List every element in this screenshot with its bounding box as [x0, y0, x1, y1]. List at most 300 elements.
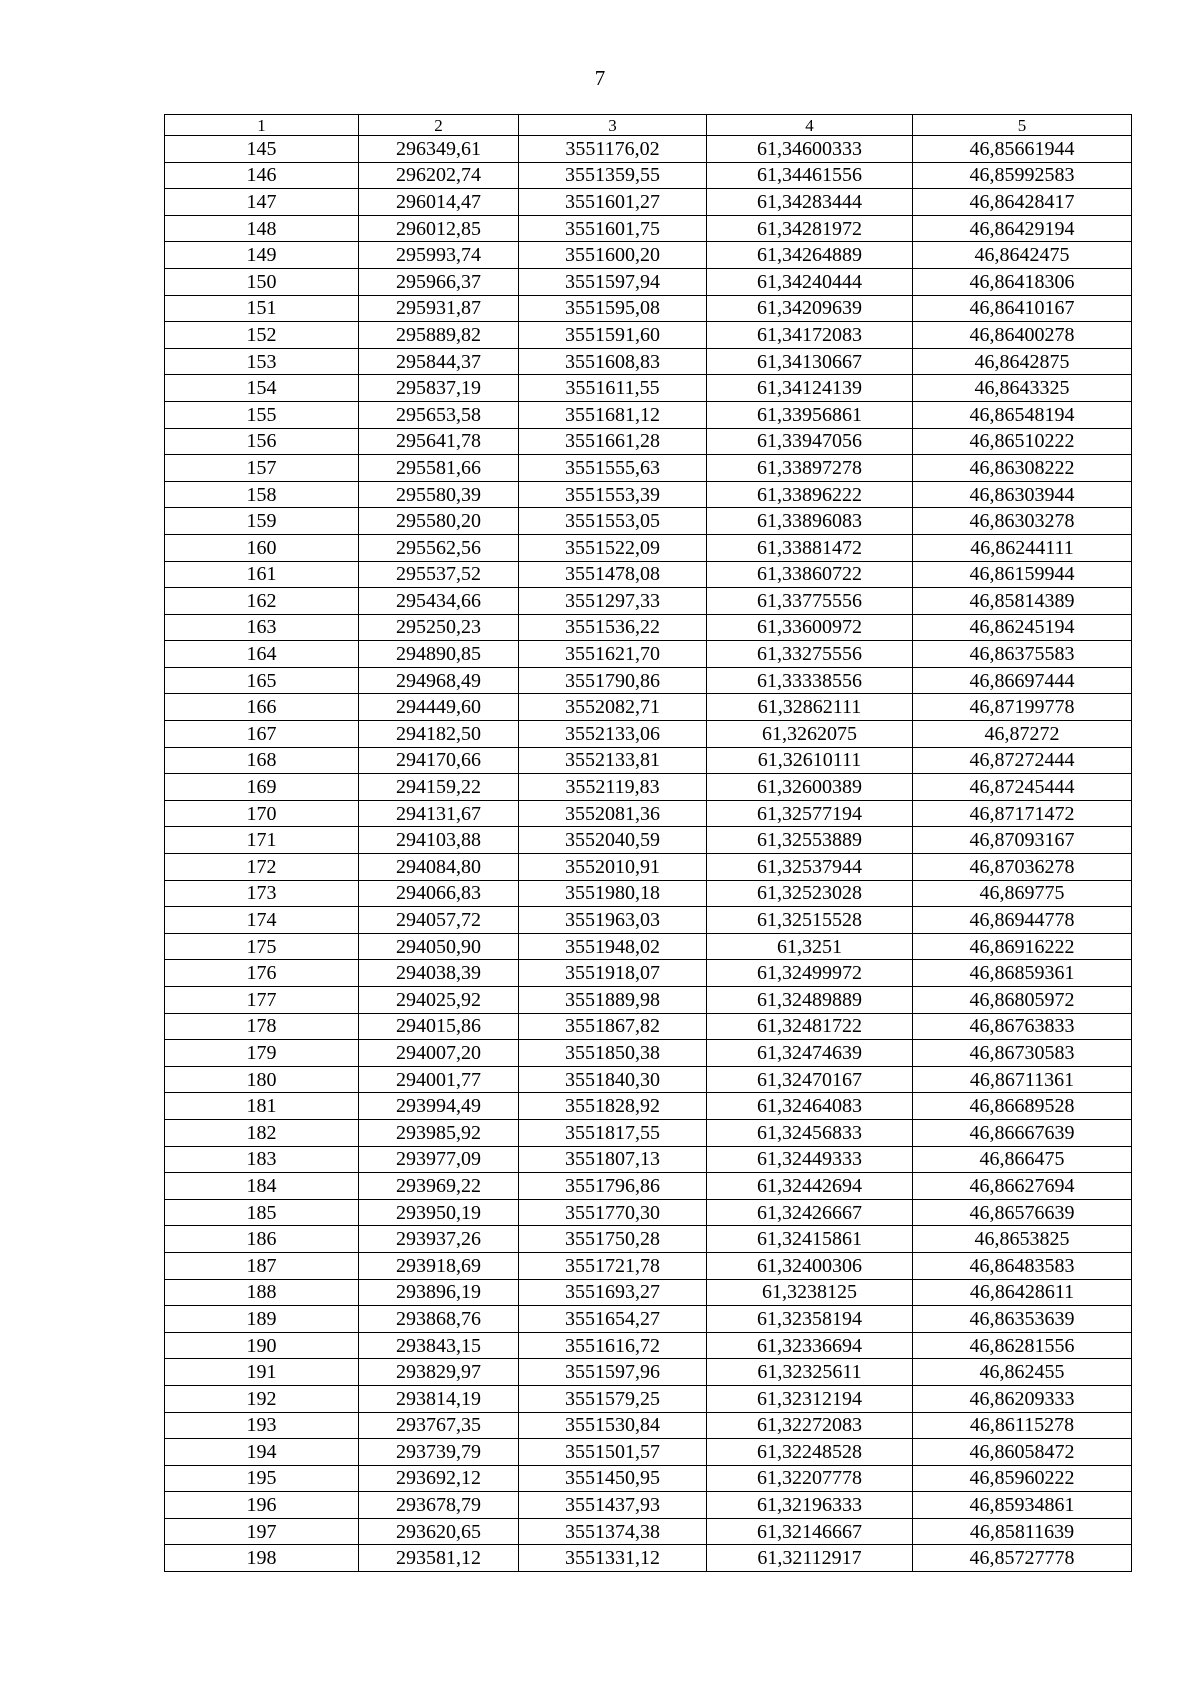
table-row [165, 1279, 1132, 1306]
table-cell-col-3: 3551817,55 [519, 1119, 707, 1146]
table-cell-col-5: 46,8642475 [913, 242, 1132, 269]
table-cell-col-1: 189 [165, 1306, 359, 1333]
table-cell-col-3: 3551621,70 [519, 641, 707, 668]
table-cell-col-4: 61,32600389 [707, 774, 913, 801]
table-cell-col-4: 61,32336694 [707, 1332, 913, 1359]
table-cell-col-5: 46,87171472 [913, 800, 1132, 827]
table-cell-col-1: 187 [165, 1252, 359, 1279]
table-cell-col-4: 61,33947056 [707, 428, 913, 455]
table-cell-col-3: 3551681,12 [519, 401, 707, 428]
table-cell-col-4: 61,32426667 [707, 1199, 913, 1226]
table-cell-col-1: 159 [165, 508, 359, 535]
table-cell-col-5: 46,8643325 [913, 375, 1132, 402]
table-cell-col-5: 46,86689528 [913, 1093, 1132, 1120]
table-cell-col-3: 3551297,33 [519, 588, 707, 615]
table-cell-col-5: 46,86410167 [913, 295, 1132, 322]
table-cell-col-3: 3551553,39 [519, 481, 707, 508]
table-cell-col-1: 191 [165, 1359, 359, 1386]
table-cell-col-4: 61,32112917 [707, 1545, 913, 1572]
table-cell-col-5: 46,86697444 [913, 667, 1132, 694]
table-cell-col-3: 3552119,83 [519, 774, 707, 801]
table-cell-col-4: 61,32248528 [707, 1439, 913, 1466]
table-cell-col-4: 61,32515528 [707, 907, 913, 934]
table-cell-col-2: 293692,12 [359, 1465, 519, 1492]
table-row [165, 1173, 1132, 1200]
table-row [165, 1439, 1132, 1466]
table-cell-col-1: 192 [165, 1385, 359, 1412]
table-cell-col-2: 295580,39 [359, 481, 519, 508]
table-row [165, 481, 1132, 508]
table-cell-col-2: 293994,49 [359, 1093, 519, 1120]
table-cell-col-4: 61,32207778 [707, 1465, 913, 1492]
table-cell-col-5: 46,86375583 [913, 641, 1132, 668]
table-cell-col-4: 61,34172083 [707, 322, 913, 349]
table-row [165, 534, 1132, 561]
table-cell-col-5: 46,87199778 [913, 694, 1132, 721]
table-cell-col-5: 46,87036278 [913, 854, 1132, 881]
table-cell-col-2: 293620,65 [359, 1518, 519, 1545]
table-cell-col-5: 46,869775 [913, 880, 1132, 907]
table-cell-col-1: 156 [165, 428, 359, 455]
table-cell-col-1: 150 [165, 268, 359, 295]
table-cell-col-2: 294131,67 [359, 800, 519, 827]
table-cell-col-1: 183 [165, 1146, 359, 1173]
table-cell-col-2: 293739,79 [359, 1439, 519, 1466]
table-cell-col-3: 3551374,38 [519, 1518, 707, 1545]
table-cell-col-5: 46,86353639 [913, 1306, 1132, 1333]
table-row [165, 667, 1132, 694]
table-cell-col-1: 153 [165, 348, 359, 375]
table-row [165, 1306, 1132, 1333]
table-row [165, 854, 1132, 881]
table-cell-col-2: 295537,52 [359, 561, 519, 588]
table-cell-col-3: 3551661,28 [519, 428, 707, 455]
table-cell-col-2: 293829,97 [359, 1359, 519, 1386]
table-cell-col-5: 46,86429194 [913, 215, 1132, 242]
table-cell-col-1: 194 [165, 1439, 359, 1466]
table-cell-col-5: 46,86548194 [913, 401, 1132, 428]
table-cell-col-3: 3551553,05 [519, 508, 707, 535]
table-cell-col-1: 175 [165, 933, 359, 960]
column-header-5: 5 [913, 115, 1132, 136]
table-cell-col-3: 3551597,96 [519, 1359, 707, 1386]
table-row [165, 641, 1132, 668]
table-cell-col-5: 46,86303278 [913, 508, 1132, 535]
page-number: 7 [594, 66, 606, 90]
table-cell-col-5: 46,86308222 [913, 455, 1132, 482]
column-header-2: 2 [359, 115, 519, 136]
table-cell-col-2: 295966,37 [359, 268, 519, 295]
table-cell-col-4: 61,33275556 [707, 641, 913, 668]
table-cell-col-2: 294968,49 [359, 667, 519, 694]
table-cell-col-1: 188 [165, 1279, 359, 1306]
table-cell-col-5: 46,86805972 [913, 987, 1132, 1014]
table-cell-col-2: 293814,19 [359, 1385, 519, 1412]
table-row [165, 561, 1132, 588]
table-cell-col-2: 294103,88 [359, 827, 519, 854]
table-cell-col-1: 186 [165, 1226, 359, 1253]
table-cell-col-2: 295889,82 [359, 322, 519, 349]
table-cell-col-3: 3551918,07 [519, 960, 707, 987]
table-cell-col-1: 173 [165, 880, 359, 907]
table-cell-col-2: 295993,74 [359, 242, 519, 269]
table-cell-col-1: 151 [165, 295, 359, 322]
table-row [165, 268, 1132, 295]
table-cell-col-4: 61,33881472 [707, 534, 913, 561]
table-cell-col-4: 61,32470167 [707, 1066, 913, 1093]
table-cell-col-3: 3551176,02 [519, 136, 707, 163]
table-cell-col-5: 46,8653825 [913, 1226, 1132, 1253]
table-cell-col-2: 294057,72 [359, 907, 519, 934]
table-cell-col-2: 295581,66 [359, 455, 519, 482]
table-cell-col-4: 61,34283444 [707, 189, 913, 216]
table-row [165, 1332, 1132, 1359]
table-cell-col-4: 61,33338556 [707, 667, 913, 694]
table-row [165, 136, 1132, 163]
table-cell-col-5: 46,862455 [913, 1359, 1132, 1386]
table-row [165, 189, 1132, 216]
table-cell-col-2: 293937,26 [359, 1226, 519, 1253]
table-cell-col-1: 162 [165, 588, 359, 615]
table-cell-col-2: 295434,66 [359, 588, 519, 615]
table-row [165, 614, 1132, 641]
table-cell-col-3: 3551536,22 [519, 614, 707, 641]
table-cell-col-4: 61,32464083 [707, 1093, 913, 1120]
table-cell-col-5: 46,86428611 [913, 1279, 1132, 1306]
table-cell-col-2: 295837,19 [359, 375, 519, 402]
table-cell-col-2: 293843,15 [359, 1332, 519, 1359]
table-cell-col-5: 46,86115278 [913, 1412, 1132, 1439]
table-row [165, 1518, 1132, 1545]
table-row [165, 827, 1132, 854]
table-cell-col-3: 3551608,83 [519, 348, 707, 375]
table-row [165, 1040, 1132, 1067]
table-cell-col-4: 61,32272083 [707, 1412, 913, 1439]
table-cell-col-5: 46,86667639 [913, 1119, 1132, 1146]
table-row [165, 348, 1132, 375]
table-cell-col-4: 61,33896083 [707, 508, 913, 535]
table-cell-col-3: 3551478,08 [519, 561, 707, 588]
table-cell-col-3: 3551530,84 [519, 1412, 707, 1439]
table-cell-col-2: 293581,12 [359, 1545, 519, 1572]
table-row [165, 1545, 1132, 1572]
table-cell-col-1: 195 [165, 1465, 359, 1492]
table-row [165, 933, 1132, 960]
table-cell-col-1: 169 [165, 774, 359, 801]
table-cell-col-1: 178 [165, 1013, 359, 1040]
table-cell-col-4: 61,32577194 [707, 800, 913, 827]
table-cell-col-4: 61,32400306 [707, 1252, 913, 1279]
table-cell-col-2: 293678,79 [359, 1492, 519, 1519]
table-row [165, 800, 1132, 827]
table-cell-col-4: 61,34281972 [707, 215, 913, 242]
table-cell-col-1: 197 [165, 1518, 359, 1545]
table-cell-col-4: 61,32358194 [707, 1306, 913, 1333]
table-cell-col-2: 294084,80 [359, 854, 519, 881]
table-cell-col-5: 46,85960222 [913, 1465, 1132, 1492]
table-cell-col-5: 46,86159944 [913, 561, 1132, 588]
table-cell-col-3: 3551555,63 [519, 455, 707, 482]
table-cell-col-4: 61,3251 [707, 933, 913, 960]
table-cell-col-1: 158 [165, 481, 359, 508]
table-cell-col-2: 295844,37 [359, 348, 519, 375]
table-cell-col-5: 46,86730583 [913, 1040, 1132, 1067]
table-cell-col-2: 294890,85 [359, 641, 519, 668]
table-row [165, 588, 1132, 615]
table-cell-col-1: 172 [165, 854, 359, 881]
table-row [165, 428, 1132, 455]
table-cell-col-2: 293985,92 [359, 1119, 519, 1146]
table-cell-col-1: 198 [165, 1545, 359, 1572]
table-cell-col-1: 196 [165, 1492, 359, 1519]
table-cell-col-3: 3552133,81 [519, 747, 707, 774]
table-cell-col-5: 46,866475 [913, 1146, 1132, 1173]
table-cell-col-4: 61,32537944 [707, 854, 913, 881]
table-cell-col-4: 61,34600333 [707, 136, 913, 163]
table-cell-col-2: 296014,47 [359, 189, 519, 216]
table-cell-col-1: 165 [165, 667, 359, 694]
table-cell-col-4: 61,32449333 [707, 1146, 913, 1173]
table-cell-col-2: 294182,50 [359, 721, 519, 748]
table-row [165, 1385, 1132, 1412]
table-cell-col-1: 160 [165, 534, 359, 561]
table-cell-col-3: 3551359,55 [519, 162, 707, 189]
table-cell-col-5: 46,86483583 [913, 1252, 1132, 1279]
table-row [165, 987, 1132, 1014]
table-cell-col-3: 3551963,03 [519, 907, 707, 934]
table-cell-col-2: 294050,90 [359, 933, 519, 960]
table-cell-col-2: 295580,20 [359, 508, 519, 535]
table-row [165, 1119, 1132, 1146]
table-row [165, 1146, 1132, 1173]
table-row [165, 694, 1132, 721]
table-row [165, 295, 1132, 322]
table-row [165, 215, 1132, 242]
table-cell-col-2: 296012,85 [359, 215, 519, 242]
table-cell-col-2: 293767,35 [359, 1412, 519, 1439]
table-cell-col-4: 61,33897278 [707, 455, 913, 482]
table-row [165, 322, 1132, 349]
table-row [165, 880, 1132, 907]
table-row [165, 1465, 1132, 1492]
table-cell-col-3: 3551450,95 [519, 1465, 707, 1492]
table-cell-col-3: 3551601,75 [519, 215, 707, 242]
table-cell-col-5: 46,86058472 [913, 1439, 1132, 1466]
table-cell-col-1: 161 [165, 561, 359, 588]
table-row [165, 1013, 1132, 1040]
table-cell-col-3: 3551790,86 [519, 667, 707, 694]
table-cell-col-2: 293950,19 [359, 1199, 519, 1226]
table-cell-col-4: 61,33956861 [707, 401, 913, 428]
table-row [165, 1412, 1132, 1439]
table-cell-col-5: 46,86576639 [913, 1199, 1132, 1226]
table-cell-col-5: 46,86428417 [913, 189, 1132, 216]
table-cell-col-2: 293969,22 [359, 1173, 519, 1200]
table-cell-col-1: 147 [165, 189, 359, 216]
table-cell-col-2: 296202,74 [359, 162, 519, 189]
table-cell-col-3: 3551980,18 [519, 880, 707, 907]
table-cell-col-4: 61,32553889 [707, 827, 913, 854]
table-cell-col-3: 3551331,12 [519, 1545, 707, 1572]
table-cell-col-5: 46,87245444 [913, 774, 1132, 801]
table-cell-col-4: 61,32442694 [707, 1173, 913, 1200]
table-row [165, 1252, 1132, 1279]
table-cell-col-4: 61,32523028 [707, 880, 913, 907]
table-cell-col-2: 294159,22 [359, 774, 519, 801]
table-cell-col-2: 294015,86 [359, 1013, 519, 1040]
table-cell-col-4: 61,34240444 [707, 268, 913, 295]
table-cell-col-1: 190 [165, 1332, 359, 1359]
table-cell-col-4: 61,34130667 [707, 348, 913, 375]
table-row [165, 1492, 1132, 1519]
table-cell-col-1: 155 [165, 401, 359, 428]
table-row [165, 375, 1132, 402]
table-row [165, 960, 1132, 987]
table-cell-col-1: 168 [165, 747, 359, 774]
table-cell-col-5: 46,86400278 [913, 322, 1132, 349]
table-cell-col-3: 3552081,36 [519, 800, 707, 827]
coordinates-table [164, 114, 1132, 1572]
table-cell-col-3: 3551948,02 [519, 933, 707, 960]
table-cell-col-4: 61,34264889 [707, 242, 913, 269]
table-cell-col-3: 3551889,98 [519, 987, 707, 1014]
table-cell-col-1: 148 [165, 215, 359, 242]
table-cell-col-5: 46,86209333 [913, 1385, 1132, 1412]
table-cell-col-5: 46,86244111 [913, 534, 1132, 561]
table-cell-col-1: 157 [165, 455, 359, 482]
table-cell-col-2: 294066,83 [359, 880, 519, 907]
table-cell-col-3: 3551501,57 [519, 1439, 707, 1466]
table-cell-col-3: 3551750,28 [519, 1226, 707, 1253]
table-cell-col-1: 167 [165, 721, 359, 748]
column-header-3: 3 [519, 115, 707, 136]
table-cell-col-4: 61,32499972 [707, 960, 913, 987]
table-row [165, 1226, 1132, 1253]
table-cell-col-5: 46,86859361 [913, 960, 1132, 987]
table-cell-col-1: 171 [165, 827, 359, 854]
table-cell-col-2: 293896,19 [359, 1279, 519, 1306]
table-cell-col-2: 294025,92 [359, 987, 519, 1014]
table-cell-col-2: 295641,78 [359, 428, 519, 455]
table-cell-col-4: 61,32146667 [707, 1518, 913, 1545]
table-cell-col-3: 3551867,82 [519, 1013, 707, 1040]
table-cell-col-3: 3551828,92 [519, 1093, 707, 1120]
table-cell-col-3: 3551693,27 [519, 1279, 707, 1306]
table-cell-col-3: 3551595,08 [519, 295, 707, 322]
table-cell-col-3: 3552082,71 [519, 694, 707, 721]
table-cell-col-4: 61,32489889 [707, 987, 913, 1014]
table-cell-col-2: 293918,69 [359, 1252, 519, 1279]
table-cell-col-1: 179 [165, 1040, 359, 1067]
table-row [165, 242, 1132, 269]
table-cell-col-2: 295931,87 [359, 295, 519, 322]
table-cell-col-4: 61,33775556 [707, 588, 913, 615]
table-cell-col-2: 294038,39 [359, 960, 519, 987]
table-cell-col-4: 61,33896222 [707, 481, 913, 508]
table-cell-col-5: 46,85727778 [913, 1545, 1132, 1572]
table-cell-col-4: 61,33860722 [707, 561, 913, 588]
table-cell-col-5: 46,86916222 [913, 933, 1132, 960]
table-row [165, 907, 1132, 934]
table-cell-col-4: 61,32862111 [707, 694, 913, 721]
table-row [165, 455, 1132, 482]
table-cell-col-5: 46,86281556 [913, 1332, 1132, 1359]
table-cell-col-1: 164 [165, 641, 359, 668]
table-cell-col-5: 46,85934861 [913, 1492, 1132, 1519]
table-row [165, 1066, 1132, 1093]
table-body [165, 115, 1132, 1572]
table-row [165, 401, 1132, 428]
table-cell-col-3: 3551770,30 [519, 1199, 707, 1226]
table-row [165, 1359, 1132, 1386]
table-cell-col-1: 182 [165, 1119, 359, 1146]
table-cell-col-1: 149 [165, 242, 359, 269]
table-row [165, 1199, 1132, 1226]
table-cell-col-2: 295562,56 [359, 534, 519, 561]
table-cell-col-3: 3551597,94 [519, 268, 707, 295]
table-cell-col-1: 170 [165, 800, 359, 827]
table-cell-col-4: 61,3262075 [707, 721, 913, 748]
table-row [165, 774, 1132, 801]
table-cell-col-2: 296349,61 [359, 136, 519, 163]
column-header-1: 1 [165, 115, 359, 136]
table-cell-col-1: 185 [165, 1199, 359, 1226]
table-cell-col-4: 61,32456833 [707, 1119, 913, 1146]
table-cell-col-4: 61,33600972 [707, 614, 913, 641]
table-row [165, 508, 1132, 535]
table-cell-col-2: 293868,76 [359, 1306, 519, 1333]
column-header-4: 4 [707, 115, 913, 136]
table-cell-col-1: 177 [165, 987, 359, 1014]
table-cell-col-5: 46,85814389 [913, 588, 1132, 615]
table-cell-col-5: 46,86245194 [913, 614, 1132, 641]
table-cell-col-2: 295250,23 [359, 614, 519, 641]
table-cell-col-4: 61,34124139 [707, 375, 913, 402]
table-cell-col-3: 3551616,72 [519, 1332, 707, 1359]
table-cell-col-5: 46,86510222 [913, 428, 1132, 455]
table-cell-col-1: 180 [165, 1066, 359, 1093]
table-cell-col-2: 295653,58 [359, 401, 519, 428]
table-cell-col-4: 61,32474639 [707, 1040, 913, 1067]
table-header-row [165, 115, 1132, 136]
table-row [165, 162, 1132, 189]
table-cell-col-3: 3552040,59 [519, 827, 707, 854]
table-cell-col-5: 46,87093167 [913, 827, 1132, 854]
table-cell-col-5: 46,86944778 [913, 907, 1132, 934]
table-cell-col-2: 293977,09 [359, 1146, 519, 1173]
table-cell-col-4: 61,32196333 [707, 1492, 913, 1519]
table-cell-col-5: 46,85811639 [913, 1518, 1132, 1545]
table-cell-col-2: 294170,66 [359, 747, 519, 774]
table-cell-col-4: 61,32312194 [707, 1385, 913, 1412]
table-cell-col-4: 61,34209639 [707, 295, 913, 322]
table-cell-col-5: 46,85992583 [913, 162, 1132, 189]
table-cell-col-5: 46,86303944 [913, 481, 1132, 508]
table-cell-col-3: 3551840,30 [519, 1066, 707, 1093]
table-cell-col-1: 163 [165, 614, 359, 641]
table-cell-col-4: 61,3238125 [707, 1279, 913, 1306]
table-cell-col-4: 61,34461556 [707, 162, 913, 189]
table-cell-col-4: 61,32325611 [707, 1359, 913, 1386]
table-cell-col-3: 3551600,20 [519, 242, 707, 269]
table-cell-col-3: 3551796,86 [519, 1173, 707, 1200]
table-row [165, 1093, 1132, 1120]
table-cell-col-5: 46,86763833 [913, 1013, 1132, 1040]
table-cell-col-1: 166 [165, 694, 359, 721]
table-cell-col-3: 3551807,13 [519, 1146, 707, 1173]
table-cell-col-1: 152 [165, 322, 359, 349]
table-cell-col-5: 46,87272444 [913, 747, 1132, 774]
